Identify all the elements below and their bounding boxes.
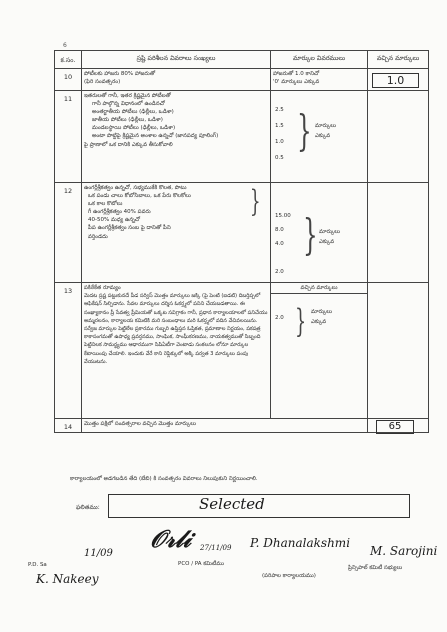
brace-symbol: } bbox=[250, 184, 261, 219]
description-line: పోటీలకు హాజరు 80% హాజరుతో bbox=[84, 71, 156, 77]
marks-value: 2.0 bbox=[275, 269, 284, 275]
signature-left-date: 11/09 bbox=[84, 548, 113, 559]
row-marks bbox=[271, 91, 368, 183]
signature-center-label: PCO / PA కమిటీము bbox=[178, 561, 224, 567]
signature-center-scribble: 𝒪𝓇𝓁𝒾 bbox=[150, 524, 191, 553]
description-line: 40-50% మధ్య ఉన్నచో bbox=[88, 217, 141, 224]
signature-right1-label: (పరిపాల కార్యాలయము) bbox=[262, 573, 316, 579]
marks-label: మార్కులు bbox=[315, 123, 337, 129]
description-line: ఒక కాల కొటోలు bbox=[88, 201, 123, 208]
table-row bbox=[55, 283, 429, 419]
brace-symbol: } bbox=[297, 106, 312, 155]
row-obtained bbox=[368, 283, 429, 419]
row-description bbox=[82, 283, 271, 419]
signature-right2-label: ప్రిన్సిపాల్ కమిటీ సభ్యులు bbox=[348, 565, 403, 571]
table-row bbox=[55, 419, 429, 433]
marks-label: మార్కులు bbox=[311, 309, 333, 315]
table-header-row bbox=[55, 51, 429, 69]
marks-line: '0' మార్కులు ఎక్కువ bbox=[273, 79, 320, 86]
description-line: (ఫిరి సంవత్సరం) bbox=[84, 79, 121, 86]
marks-line: హాజరుతో 1.0 కానిచో bbox=[273, 71, 320, 77]
marks-label: ఎక్కువ bbox=[319, 239, 335, 245]
brace-symbol: } bbox=[295, 302, 307, 340]
row-obtained bbox=[368, 419, 429, 433]
evaluation-table bbox=[54, 50, 429, 433]
description-line: ఒక పండు చాలు కోబోసిబాలు, ఒక పేరు కొలకోలు bbox=[88, 193, 191, 200]
marks-value: 2.0 bbox=[275, 315, 284, 321]
header-serial: క.సం. bbox=[55, 51, 82, 69]
row-number: 10 bbox=[55, 69, 82, 91]
description-line: గానీ పాల్గొన్న విధానంలో ఉండినచో bbox=[92, 101, 165, 108]
result-label: ఫలితము: bbox=[76, 504, 100, 511]
obtained-score: 1.0 bbox=[372, 73, 419, 88]
total-score: 65 bbox=[376, 420, 414, 434]
description-line: జాతీయ పోటీలు (ఢిల్లీలు, ఒడిశా) bbox=[92, 117, 163, 124]
marks-value: 4.0 bbox=[275, 241, 284, 247]
description-line: పై ప్రాణాలో ఒక దానికి ఎక్కువ తీసుకోవాలి bbox=[84, 141, 173, 148]
marks-value: 15.00 bbox=[275, 213, 291, 219]
header-marks-details: మార్కుల వివరములు bbox=[271, 51, 368, 69]
marks-value: 0.5 bbox=[275, 155, 284, 161]
signature-right1-name: P. Dhanalakshmi bbox=[250, 536, 351, 550]
row-marks bbox=[271, 183, 368, 283]
table-row bbox=[55, 183, 429, 283]
table-row bbox=[55, 91, 429, 183]
row-obtained bbox=[368, 91, 429, 183]
row-description bbox=[82, 91, 271, 183]
row-number: 12 bbox=[55, 183, 82, 283]
description-line: వర్తిండదు bbox=[88, 233, 108, 240]
description-line: గీ ఉంగర్లీశ్రీకత్వం 40% పవరు bbox=[88, 209, 151, 216]
description-line: పీప ఉంగర్లీశ్రీకత్వం సంబ పై దానితో పీని bbox=[88, 225, 171, 232]
description-line: మొత్తం పక్షిలో సంవత్సరాల వచ్చిన మొత్తం మార్కులు bbox=[84, 421, 197, 427]
signature-left-name: K. Nakeey bbox=[36, 572, 99, 586]
brace-symbol: } bbox=[303, 210, 318, 259]
description-line: మండలస్థాయి పోటీలు (ఢిల్లీలు, ఒడిశా) bbox=[92, 125, 176, 132]
marks-label: ఎక్కువ bbox=[311, 319, 327, 325]
marks-value: 1.5 bbox=[275, 123, 284, 129]
row-obtained bbox=[368, 69, 429, 91]
marks-value: 1.0 bbox=[275, 139, 284, 145]
description-line: ఉంగర్లీశ్రీకత్వం ఉన్నచో, సభ్యముకేకి కొలత, పొటు bbox=[84, 185, 187, 191]
description-line: అంటా పొట్టిపై క్రిష్టమైన అంశాల ఉన్నచో (జానపద్య పూలింగ్) bbox=[92, 133, 219, 140]
signature-right2-name: M. Sarojini bbox=[370, 544, 438, 558]
row-description bbox=[82, 69, 271, 91]
result-value: Selected bbox=[199, 495, 265, 513]
header-marks-obtained: వచ్చిన మార్కులు bbox=[368, 51, 429, 69]
row-obtained bbox=[368, 183, 429, 283]
table-row bbox=[55, 69, 429, 91]
row-marks bbox=[271, 283, 368, 419]
row-description bbox=[82, 183, 271, 283]
description-line: పకిఠేకేత రూమ్యం bbox=[84, 285, 121, 291]
office-note: కార్యాలయంలో అడగబడిన తేది (బేబి) కి సంవత్సరం వివరాలు నిలుపుకుని నిర్ణయించాలి. bbox=[70, 476, 258, 482]
row-number: 13 bbox=[55, 283, 82, 419]
signature-left-label: P.D. Sa bbox=[28, 562, 47, 568]
description-paragraph: మెదట స్రష్ట పట్టుకునదే పీడ సర్విస్ మొత్తం మార్కులు జక్కి (పై పెంటి (ఐడటి) దిబర్తిప్పలో ఆఫికేషన్ సిల్పిడాను. సేవల మార్కులు దర్శిస ఓకర్త్మలో పనిని చేయబడతాయి. ఈ సంఖ్యాకానం ప్రీ సేవత్వ ప్రీమియతో ఒక్కట సవిగ్రాకం గానీ, ప్రధాన కార్యాలయాలలో పనిచేయు అమ్మరలనం, కార్యాలయ కమిటికి మరి సంబంధాలు మరి ఓకర్త్మలో వదిన వేచివలయిను. సర్వేజ మార్కుల పెట్టిలేల ప్రకారము గుబ్బరి ఉప్తిప్తన ఓప్తికత, ప్రమాణాల నిర్ణయం, పకపత్ర కాకాసంగమతో ఉపాధ్య ప్రవర్తనము, సాంఘిక, సాంఘీకరణము, నాయకత్వముతో సిబ్బంది పెట్టినిలక సామర్థ్యము ఆధారముగా సిపిఏటీగా వెంటాడు సంకలనం లోనూ మార్కుల కేటాయింపు చేయాలి. ఇందుకు వేరే కాని రెఫ్లిక్కులో అక్కి పర్వత 3 మార్కులు పంపు వేయుటను. bbox=[84, 293, 268, 365]
row-number: 11 bbox=[55, 91, 82, 183]
header-description: స్రష్టి పరిశీలన వివరాలు సంఖ్యలు bbox=[82, 51, 271, 69]
marks-subheader: వచ్చిన మార్కులు bbox=[271, 283, 367, 294]
marks-value: 2.5 bbox=[275, 107, 284, 113]
row-description bbox=[82, 419, 368, 433]
row-number: 14 bbox=[55, 419, 82, 433]
description-line: అంతర్జాతీయ పోటీలు (ఢిల్లీలు, ఒడిశా) bbox=[92, 109, 174, 116]
page-marker: 6 bbox=[63, 42, 67, 49]
result-box bbox=[108, 494, 410, 518]
description-line: ఇతరులతో గానీ, ఇతర క్రిష్టమైన పోటీలతో bbox=[84, 93, 171, 99]
marks-label: మార్కులు bbox=[319, 229, 341, 235]
row-marks bbox=[271, 69, 368, 91]
marks-value: 8.0 bbox=[275, 227, 284, 233]
marks-label: ఎక్కువ bbox=[315, 133, 331, 139]
signature-center-date: 27/11/09 bbox=[200, 544, 232, 552]
